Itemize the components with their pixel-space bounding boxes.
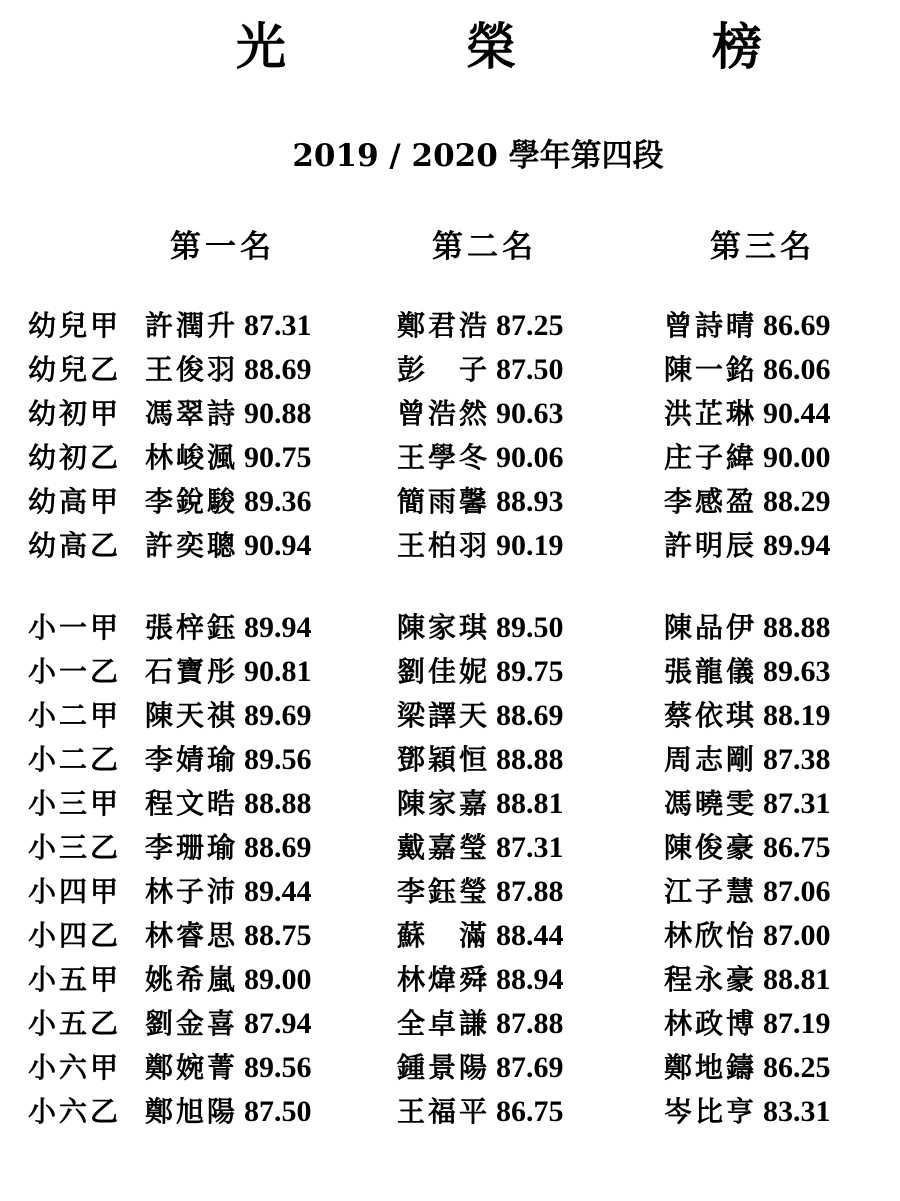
student-score: 90.06	[496, 441, 564, 474]
student-name: 林峻渢	[145, 441, 239, 474]
student-third-place	[664, 782, 831, 826]
student-score: 87.00	[763, 919, 831, 952]
class-name: 小二乙	[28, 743, 122, 776]
student-second-place	[397, 392, 564, 436]
class-name: 小四甲	[28, 875, 122, 908]
student-first-place	[145, 1090, 312, 1134]
student-first-place	[145, 914, 312, 958]
student-score: 86.06	[763, 353, 831, 386]
student-score: 86.75	[763, 831, 831, 864]
student-second-place	[397, 870, 564, 914]
student-score: 88.69	[496, 699, 564, 732]
student-second-place	[397, 782, 564, 826]
student-score: 88.88	[496, 743, 564, 776]
student-name: 陳一銘	[664, 353, 758, 386]
class-name: 小五乙	[28, 1007, 122, 1040]
student-third-place	[664, 826, 831, 870]
table-row	[0, 694, 900, 738]
student-name: 姚希嵐	[145, 963, 239, 996]
class-name: 小一乙	[28, 655, 122, 688]
student-score: 88.93	[496, 485, 564, 518]
student-score: 90.75	[244, 441, 312, 474]
student-third-place	[664, 738, 831, 782]
student-third-place	[664, 348, 831, 392]
student-score: 89.75	[496, 655, 564, 688]
student-score: 88.94	[496, 963, 564, 996]
student-name: 林欣怡	[664, 919, 758, 952]
student-name: 王福平	[397, 1095, 491, 1128]
student-score: 88.44	[496, 919, 564, 952]
class-name: 小二甲	[28, 699, 122, 732]
student-first-place	[145, 1046, 312, 1090]
student-first-place	[145, 870, 312, 914]
student-score: 90.94	[244, 529, 312, 562]
student-name: 江子慧	[664, 875, 758, 908]
class-name: 小六乙	[28, 1095, 122, 1128]
student-first-place	[145, 606, 312, 650]
student-name: 許潤升	[145, 309, 239, 342]
class-name: 小六甲	[28, 1051, 122, 1084]
student-first-place	[145, 304, 312, 348]
student-score: 88.69	[244, 353, 312, 386]
student-name: 蔡依琪	[664, 699, 758, 732]
class-name: 幼初甲	[28, 397, 122, 430]
student-name: 簡雨馨	[397, 485, 491, 518]
student-first-place	[145, 738, 312, 782]
student-score: 87.31	[244, 309, 312, 342]
student-third-place	[664, 870, 831, 914]
student-name: 李鈺瑩	[397, 875, 491, 908]
class-name: 幼高乙	[28, 529, 122, 562]
student-score: 87.06	[763, 875, 831, 908]
student-score: 88.69	[244, 831, 312, 864]
student-score: 87.88	[496, 875, 564, 908]
honor-roll-title	[0, 12, 900, 82]
table-row	[0, 480, 900, 524]
student-score: 90.88	[244, 397, 312, 430]
student-second-place	[397, 914, 564, 958]
student-third-place	[664, 1090, 831, 1134]
student-score: 90.44	[763, 397, 831, 430]
student-first-place	[145, 348, 312, 392]
table-row	[0, 958, 900, 1002]
student-score: 90.00	[763, 441, 831, 474]
student-first-place	[145, 958, 312, 1002]
student-score: 89.36	[244, 485, 312, 518]
student-name: 李感盈	[664, 485, 758, 518]
student-third-place	[664, 392, 831, 436]
student-third-place	[664, 606, 831, 650]
student-name: 李銳駿	[145, 485, 239, 518]
student-score: 88.88	[244, 787, 312, 820]
student-score: 86.25	[763, 1051, 831, 1084]
title-char: 榮	[466, 17, 516, 76]
student-name: 陳俊豪	[664, 831, 758, 864]
student-name: 石寶彤	[145, 655, 239, 688]
student-score: 90.19	[496, 529, 564, 562]
student-score: 89.63	[763, 655, 831, 688]
student-score: 90.63	[496, 397, 564, 430]
student-third-place	[664, 480, 831, 524]
student-score: 88.81	[763, 963, 831, 996]
student-name: 鄭地鑄	[664, 1051, 758, 1084]
student-score: 90.81	[244, 655, 312, 688]
student-name: 梁譯天	[397, 699, 491, 732]
student-first-place	[145, 650, 312, 694]
student-second-place	[397, 606, 564, 650]
rank-header-second: 第二名	[432, 229, 537, 265]
student-score: 88.29	[763, 485, 831, 518]
table-row	[0, 524, 900, 568]
student-score: 89.94	[763, 529, 831, 562]
student-second-place	[397, 1002, 564, 1046]
student-score: 86.75	[496, 1095, 564, 1128]
student-score: 87.38	[763, 743, 831, 776]
table-row	[0, 782, 900, 826]
student-third-place	[664, 1002, 831, 1046]
student-name: 馮翠詩	[145, 397, 239, 430]
student-second-place	[397, 694, 564, 738]
student-second-place	[397, 826, 564, 870]
student-score: 87.88	[496, 1007, 564, 1040]
student-score: 87.25	[496, 309, 564, 342]
student-name: 陳家嘉	[397, 787, 491, 820]
student-name: 戴嘉瑩	[397, 831, 491, 864]
table-row	[0, 870, 900, 914]
student-name: 劉佳妮	[397, 655, 491, 688]
student-name: 岑比亨	[664, 1095, 758, 1128]
student-first-place	[145, 392, 312, 436]
student-third-place	[664, 436, 831, 480]
student-name: 林煒舜	[397, 963, 491, 996]
student-name: 林睿思	[145, 919, 239, 952]
student-score: 88.81	[496, 787, 564, 820]
student-score: 89.50	[496, 611, 564, 644]
student-name: 王柏羽	[397, 529, 491, 562]
student-name: 林政博	[664, 1007, 758, 1040]
student-first-place	[145, 480, 312, 524]
student-third-place	[664, 694, 831, 738]
class-name: 幼高甲	[28, 485, 122, 518]
student-name: 陳家琪	[397, 611, 491, 644]
student-second-place	[397, 436, 564, 480]
student-score: 83.31	[763, 1095, 831, 1128]
table-row	[0, 348, 900, 392]
student-score: 89.00	[244, 963, 312, 996]
table-row	[0, 1090, 900, 1134]
student-third-place	[664, 524, 831, 568]
student-name: 許奕聰	[145, 529, 239, 562]
student-name: 彭 子	[397, 353, 491, 386]
student-name: 鄭旭陽	[145, 1095, 239, 1128]
student-score: 88.75	[244, 919, 312, 952]
student-third-place	[664, 650, 831, 694]
student-third-place	[664, 304, 831, 348]
student-name: 王學冬	[397, 441, 491, 474]
title-char: 榜	[712, 17, 762, 76]
class-name: 幼兒甲	[28, 309, 122, 342]
table-row	[0, 1046, 900, 1090]
class-name: 幼初乙	[28, 441, 122, 474]
class-name: 小三甲	[28, 787, 122, 820]
student-first-place	[145, 524, 312, 568]
student-score: 87.94	[244, 1007, 312, 1040]
student-name: 曾詩晴	[664, 309, 758, 342]
school-term-subtitle: 2019 / 2020 學年第四段	[292, 138, 664, 174]
student-score: 89.69	[244, 699, 312, 732]
student-name: 蘇 滿	[397, 919, 491, 952]
student-name: 洪芷琳	[664, 397, 758, 430]
student-first-place	[145, 436, 312, 480]
table-row	[0, 606, 900, 650]
student-score: 88.19	[763, 699, 831, 732]
student-second-place	[397, 1046, 564, 1090]
student-name: 鍾景陽	[397, 1051, 491, 1084]
table-row	[0, 914, 900, 958]
student-second-place	[397, 738, 564, 782]
student-name: 張梓鈺	[145, 611, 239, 644]
student-name: 劉金喜	[145, 1007, 239, 1040]
student-second-place	[397, 650, 564, 694]
class-name: 小五甲	[28, 963, 122, 996]
student-score: 87.50	[496, 353, 564, 386]
student-score: 87.50	[244, 1095, 312, 1128]
student-name: 周志剛	[664, 743, 758, 776]
rank-header-third: 第三名	[710, 229, 815, 265]
table-row	[0, 738, 900, 782]
student-third-place	[664, 1046, 831, 1090]
student-name: 林子沛	[145, 875, 239, 908]
student-second-place	[397, 1090, 564, 1134]
class-name: 幼兒乙	[28, 353, 122, 386]
table-row	[0, 826, 900, 870]
student-name: 庄子緯	[664, 441, 758, 474]
student-score: 87.69	[496, 1051, 564, 1084]
student-second-place	[397, 348, 564, 392]
student-score: 88.88	[763, 611, 831, 644]
table-row	[0, 304, 900, 348]
class-name: 小一甲	[28, 611, 122, 644]
student-name: 程永豪	[664, 963, 758, 996]
table-row	[0, 650, 900, 694]
student-score: 89.56	[244, 743, 312, 776]
student-name: 全卓謙	[397, 1007, 491, 1040]
student-score: 86.69	[763, 309, 831, 342]
title-char: 光	[236, 17, 286, 76]
student-second-place	[397, 958, 564, 1002]
class-name: 小三乙	[28, 831, 122, 864]
student-name: 李珊瑜	[145, 831, 239, 864]
student-score: 87.31	[496, 831, 564, 864]
table-row	[0, 436, 900, 480]
student-first-place	[145, 1002, 312, 1046]
student-name: 陳天祺	[145, 699, 239, 732]
student-score: 89.56	[244, 1051, 312, 1084]
student-name: 曾浩然	[397, 397, 491, 430]
table-row	[0, 1002, 900, 1046]
student-score: 89.94	[244, 611, 312, 644]
student-third-place	[664, 958, 831, 1002]
student-third-place	[664, 914, 831, 958]
rank-header-first: 第一名	[170, 229, 275, 265]
student-name: 馮曉雯	[664, 787, 758, 820]
student-name: 鄭婉菁	[145, 1051, 239, 1084]
student-score: 87.19	[763, 1007, 831, 1040]
student-first-place	[145, 826, 312, 870]
student-name: 陳品伊	[664, 611, 758, 644]
student-name: 許明辰	[664, 529, 758, 562]
class-name: 小四乙	[28, 919, 122, 952]
student-name: 王俊羽	[145, 353, 239, 386]
student-name: 李婧瑜	[145, 743, 239, 776]
student-second-place	[397, 304, 564, 348]
student-first-place	[145, 782, 312, 826]
student-score: 89.44	[244, 875, 312, 908]
student-name: 鄧穎恒	[397, 743, 491, 776]
student-name: 鄭君浩	[397, 309, 491, 342]
student-second-place	[397, 524, 564, 568]
student-first-place	[145, 694, 312, 738]
student-name: 程文晧	[145, 787, 239, 820]
table-row	[0, 392, 900, 436]
student-name: 張龍儀	[664, 655, 758, 688]
student-score: 87.31	[763, 787, 831, 820]
student-second-place	[397, 480, 564, 524]
